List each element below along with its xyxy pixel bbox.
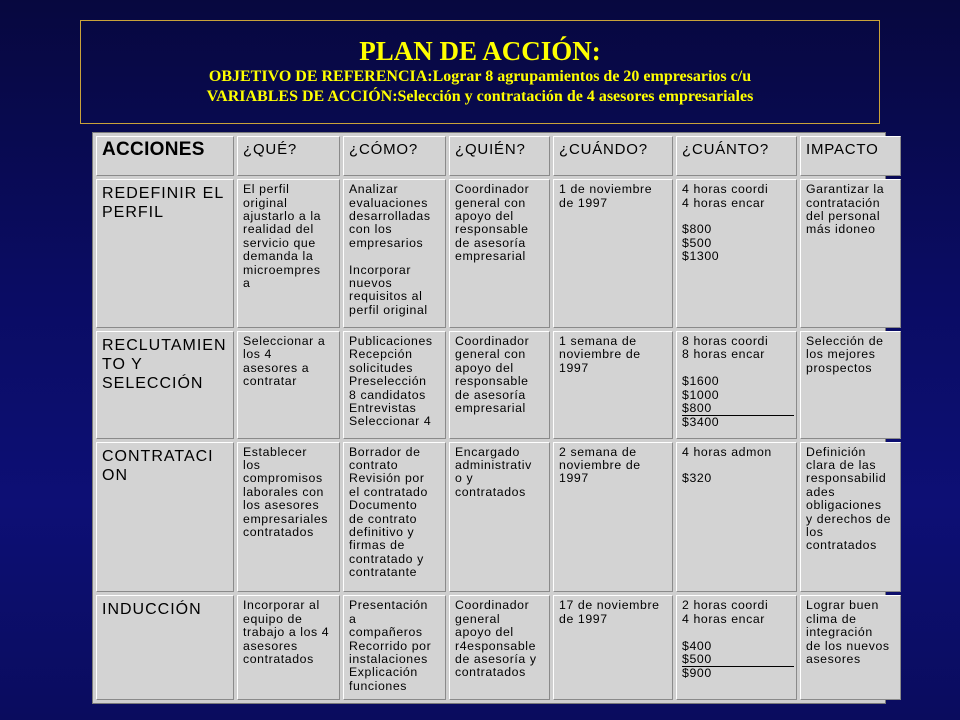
cell-line: microempres — [243, 262, 321, 277]
cell-line: de asesoría — [455, 235, 526, 250]
header-acciones: ACCIONES — [96, 136, 234, 176]
cell-line: general con — [455, 195, 526, 210]
cell-line: Revisión por — [349, 471, 425, 486]
cell-line: de 1997 — [559, 195, 608, 210]
cell-line: original — [243, 195, 288, 210]
cell-line: los 4 — [243, 347, 272, 362]
header-quien: ¿QUIÉN? — [449, 136, 550, 176]
cell-line: de asesoría — [455, 387, 526, 402]
cell-cuanto — [676, 331, 797, 439]
cell-accion — [96, 595, 234, 700]
cell-line: $400 — [682, 638, 712, 653]
cell-line: El perfil — [243, 182, 290, 197]
cell-line: Lograr buen — [806, 598, 879, 613]
cell-line: $800 — [682, 401, 712, 416]
action-plan-table-frame — [92, 132, 892, 704]
cell-line: Coordinador — [455, 598, 530, 613]
cell-line: 4 horas encar — [682, 611, 765, 626]
cell-line: empresarial — [455, 249, 526, 264]
cell-line: ajustarlo a la — [243, 209, 322, 224]
cell-line: los asesores — [243, 498, 320, 513]
cell-line: contratante — [349, 565, 418, 580]
cell-line: 8 horas encar — [682, 347, 765, 362]
cell-line: servicio que — [243, 235, 316, 250]
cell-line: asesores — [243, 638, 298, 653]
cell-line: 1 semana de — [559, 334, 637, 348]
cell-line: r4esponsable — [455, 638, 537, 653]
cell-line: ON — [102, 466, 128, 484]
cell-line: Entrevistas — [349, 401, 417, 416]
cell-line: apoyo del — [455, 360, 514, 375]
cell-line: PERFIL — [102, 204, 165, 222]
cell-como — [343, 331, 446, 439]
cell-line: asesores — [806, 652, 861, 667]
cell-line: contratación — [806, 195, 881, 210]
cell-line: $500 — [682, 235, 712, 250]
cell-line: contratados — [455, 484, 526, 499]
cell-que — [237, 331, 340, 439]
cell-quien — [449, 442, 550, 593]
cell-line: Seleccionar a — [243, 334, 326, 348]
cell-line: TO Y — [102, 356, 143, 373]
cell-line: perfil original — [349, 302, 428, 317]
cell-line: 8 candidatos — [349, 387, 426, 402]
cell-line: demanda la — [243, 249, 314, 264]
cell-line: definitivo y — [349, 525, 415, 540]
cell-line: CONTRATACI — [102, 447, 214, 465]
cell-line: noviembre de — [559, 457, 641, 472]
cell-spacer — [682, 362, 792, 375]
cell-line: más idoneo — [806, 222, 876, 237]
cell-line: evaluaciones — [349, 195, 428, 210]
cell-quien — [449, 595, 550, 700]
cell-line: contratados — [243, 652, 314, 667]
cell-line: responsable — [455, 222, 529, 237]
cell-line: Definición — [806, 444, 866, 459]
cell-line: 1997 — [559, 360, 589, 375]
cell-line: trabajo a los 4 — [243, 625, 330, 640]
cell-que — [237, 595, 340, 700]
slide-title: PLAN DE ACCIÓN: — [359, 36, 601, 66]
cell-line: los — [806, 525, 824, 540]
header-cuanto: ¿CUÁNTO? — [676, 136, 797, 176]
cell-line: del personal — [806, 209, 881, 224]
cell-line: prospectos — [806, 360, 873, 375]
cell-line: $1300 — [682, 249, 720, 264]
cell-line: SELECCIÓN — [102, 375, 204, 392]
cell-line: empresariales — [243, 511, 329, 526]
cell-line: Coordinador — [455, 334, 530, 348]
cell-line: Establecer — [243, 444, 308, 459]
cell-accion — [96, 179, 234, 328]
cell-line: 4 horas coordi — [682, 182, 769, 197]
cell-line: compromisos — [243, 471, 323, 486]
header-que: ¿QUÉ? — [237, 136, 340, 176]
cell-line: $800 — [682, 222, 712, 237]
cell-line: laborales con — [243, 484, 324, 499]
cell-line: $1600 — [682, 374, 720, 389]
cell-line: apoyo del — [455, 209, 514, 224]
cell-line: solicitudes — [349, 360, 414, 375]
cell-line: contratados — [455, 665, 526, 680]
cell-impacto — [800, 442, 901, 593]
objective-line: OBJETIVO DE REFERENCIA:Lograr 8 agrupamientos de 20 empresarios c/u — [208, 68, 752, 85]
cell-line: noviembre de — [559, 347, 641, 362]
cell-line: el contratado — [349, 484, 428, 499]
cell-line: Presentación — [349, 598, 428, 613]
cell-line: Incorporar — [349, 262, 412, 277]
cell-line: contratados — [806, 538, 877, 553]
cell-cuando — [553, 595, 673, 700]
cell-line: Explicación — [349, 665, 418, 680]
cell-cuando — [553, 442, 673, 593]
cell-line: de 1997 — [559, 611, 608, 626]
cell-line: asesores a — [243, 360, 310, 375]
cell-cuando — [553, 179, 673, 328]
header-como: ¿CÓMO? — [343, 136, 446, 176]
cell-line: 1 de noviembre — [559, 182, 653, 197]
cost-total: $3400 — [682, 415, 794, 429]
cell-line: clima de — [806, 611, 857, 626]
cell-line: apoyo del — [455, 625, 514, 640]
cell-line: obligaciones — [806, 498, 882, 513]
cell-line: ades — [806, 484, 836, 499]
cell-line: general con — [455, 347, 526, 362]
table-row — [96, 595, 901, 700]
cell-line: Recepción — [349, 347, 413, 362]
variables-line: VARIABLES DE ACCIÓN:Selección y contratación de 4 asesores empresariales — [206, 88, 754, 105]
cell-line: contratado y — [349, 551, 424, 566]
cell-line: Incorporar al — [243, 598, 320, 613]
cell-line: 2 horas coordi — [682, 598, 769, 613]
cell-line: funciones — [349, 678, 408, 693]
cell-line: Coordinador — [455, 182, 530, 197]
cell-line: Preselección — [349, 374, 427, 389]
cell-spacer — [682, 459, 792, 472]
cell-line: $500 — [682, 652, 712, 666]
cell-quien — [449, 331, 550, 439]
header-impacto: IMPACTO — [800, 136, 901, 176]
cell-line: de los nuevos — [806, 638, 890, 653]
cell-line: nuevos — [349, 276, 393, 291]
cell-line: REDEFINIR EL — [102, 185, 225, 203]
cell-cuanto — [676, 179, 797, 328]
cell-line: 4 horas encar — [682, 195, 765, 210]
cell-line: administrativ — [455, 457, 532, 472]
cell-line: con los — [349, 222, 393, 237]
cell-line: de contrato — [349, 511, 418, 526]
cell-line: de asesoría y — [455, 652, 537, 667]
cell-line: Borrador de — [349, 444, 421, 459]
cell-line: Publicaciones — [349, 334, 433, 348]
cell-line: 2 semana de — [559, 444, 637, 459]
cell-line: general — [455, 611, 501, 626]
cell-line: clara de las — [806, 457, 877, 472]
cell-line: Seleccionar 4 — [349, 414, 432, 429]
cell-impacto — [800, 331, 901, 439]
cell-line: compañeros — [349, 625, 423, 640]
cell-line: firmas de — [349, 538, 405, 553]
cell-line: 17 de noviembre — [559, 598, 660, 613]
cell-line: Garantizar la — [806, 182, 885, 197]
cell-line: Encargado — [455, 444, 520, 459]
cell-line: integración — [806, 625, 873, 640]
cell-como — [343, 442, 446, 593]
cell-line: empresarios — [349, 235, 424, 250]
cell-line: requisitos al — [349, 289, 423, 304]
action-plan-table — [93, 133, 904, 703]
cell-impacto — [800, 179, 901, 328]
cell-line: responsabilid — [806, 471, 887, 486]
cell-line: instalaciones — [349, 652, 428, 667]
cell-que — [237, 442, 340, 593]
table-header-row — [96, 136, 901, 176]
cell-como — [343, 595, 446, 700]
cell-line: contratados — [243, 525, 314, 540]
cell-line: $1000 — [682, 387, 720, 402]
cell-line: y derechos de — [806, 511, 892, 526]
cell-line: desarrolladas — [349, 209, 431, 224]
cell-line: Documento — [349, 498, 418, 513]
cell-line: responsable — [455, 374, 529, 389]
cell-line: contratar — [243, 374, 297, 389]
cell-cuanto — [676, 595, 797, 700]
cell-line: empresarial — [455, 401, 526, 416]
cell-line: a — [243, 276, 251, 291]
cell-line: Recorrido por — [349, 638, 432, 653]
cell-spacer — [682, 626, 792, 639]
cell-line: los — [243, 457, 261, 472]
cell-cuando — [553, 331, 673, 439]
cell-cuanto — [676, 442, 797, 593]
cell-line: o y — [455, 471, 474, 486]
cell-line: INDUCCIÓN — [102, 601, 202, 619]
cell-line: contrato — [349, 457, 399, 472]
cell-spacer — [682, 210, 792, 223]
cell-line: 1997 — [559, 471, 589, 486]
cell-line: equipo de — [243, 611, 303, 626]
cell-line: Selección de — [806, 334, 884, 348]
table-row — [96, 179, 901, 328]
cell-impacto — [800, 595, 901, 700]
cell-line: RECLUTAMIEN — [102, 337, 227, 354]
cell-line: los mejores — [806, 347, 876, 362]
table-row — [96, 442, 901, 593]
table-row — [96, 331, 901, 439]
cell-que — [237, 179, 340, 328]
slide-title-box — [80, 20, 880, 124]
cell-line: realidad del — [243, 222, 314, 237]
cell-spacer — [349, 250, 441, 263]
cell-line: $320 — [682, 471, 712, 486]
cell-line: a — [349, 611, 357, 626]
cell-accion — [96, 331, 234, 439]
cell-como — [343, 179, 446, 328]
cell-accion — [96, 442, 234, 593]
cost-total: $900 — [682, 666, 794, 680]
cell-line: Analizar — [349, 182, 399, 197]
cell-line: 4 horas admon — [682, 444, 772, 459]
header-cuando: ¿CUÁNDO? — [553, 136, 673, 176]
cell-line: 8 horas coordi — [682, 334, 769, 348]
cell-quien — [449, 179, 550, 328]
